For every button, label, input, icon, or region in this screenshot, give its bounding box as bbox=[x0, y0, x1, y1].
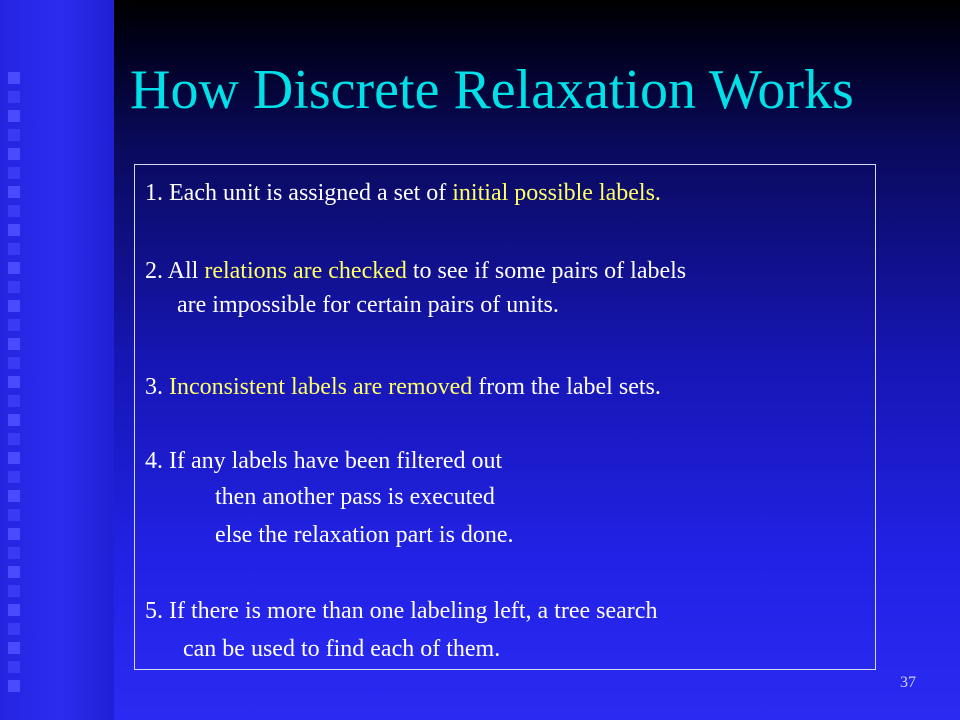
item-2-text: 2. All bbox=[145, 258, 205, 284]
decor-square bbox=[8, 338, 20, 350]
item-1-text: 1. Each unit is assigned a set of bbox=[145, 180, 453, 206]
decor-square bbox=[8, 205, 20, 217]
decor-square bbox=[8, 585, 20, 597]
decor-square bbox=[8, 243, 20, 255]
decor-square bbox=[8, 490, 20, 502]
item-2 bbox=[145, 257, 686, 285]
item-3-text: 3. bbox=[145, 374, 169, 400]
decor-square bbox=[8, 661, 20, 673]
decor-square bbox=[8, 167, 20, 179]
item-3-highlight: Inconsistent labels are removed bbox=[169, 374, 473, 400]
decor-square bbox=[8, 281, 20, 293]
content-box bbox=[134, 164, 876, 670]
decor-square bbox=[8, 395, 20, 407]
decor-square bbox=[8, 509, 20, 521]
decor-square bbox=[8, 528, 20, 540]
item-2-highlight: relations are checked bbox=[204, 258, 407, 284]
decor-square bbox=[8, 148, 20, 160]
decor-square bbox=[8, 72, 20, 84]
decor-square bbox=[8, 452, 20, 464]
decor-square bbox=[8, 110, 20, 122]
decor-square bbox=[8, 91, 20, 103]
decor-square bbox=[8, 186, 20, 198]
decor-square bbox=[8, 129, 20, 141]
decor-square bbox=[8, 319, 20, 331]
decor-square-column bbox=[0, 0, 30, 720]
decor-square bbox=[8, 433, 20, 445]
decor-square bbox=[8, 376, 20, 388]
item-1-highlight: initial possible labels. bbox=[452, 180, 661, 206]
decor-square bbox=[8, 604, 20, 616]
decor-square bbox=[8, 566, 20, 578]
item-2-line-2: are impossible for certain pairs of units. bbox=[177, 292, 559, 318]
item-5: 5. If there is more than one labeling left, a tree search bbox=[145, 598, 658, 624]
decor-square bbox=[8, 623, 20, 635]
item-3-suffix: from the label sets. bbox=[472, 374, 661, 400]
decor-square bbox=[8, 262, 20, 274]
item-4-line-2: then another pass is executed bbox=[215, 484, 495, 510]
item-4-line-3: else the relaxation part is done. bbox=[215, 522, 514, 548]
slide-title: How Discrete Relaxation Works bbox=[130, 59, 854, 121]
decor-square bbox=[8, 224, 20, 236]
item-2-suffix: to see if some pairs of labels bbox=[406, 258, 687, 284]
decor-square bbox=[8, 547, 20, 559]
decor-square bbox=[8, 471, 20, 483]
slide-number: 37 bbox=[900, 674, 916, 691]
item-1 bbox=[145, 179, 661, 207]
decor-square bbox=[8, 357, 20, 369]
decor-square bbox=[8, 642, 20, 654]
decor-square bbox=[8, 680, 20, 692]
item-4: 4. If any labels have been filtered out bbox=[145, 448, 503, 474]
decor-square bbox=[8, 300, 20, 312]
item-3 bbox=[145, 373, 661, 401]
item-5-line-2: can be used to find each of them. bbox=[183, 636, 501, 662]
decor-square bbox=[8, 414, 20, 426]
